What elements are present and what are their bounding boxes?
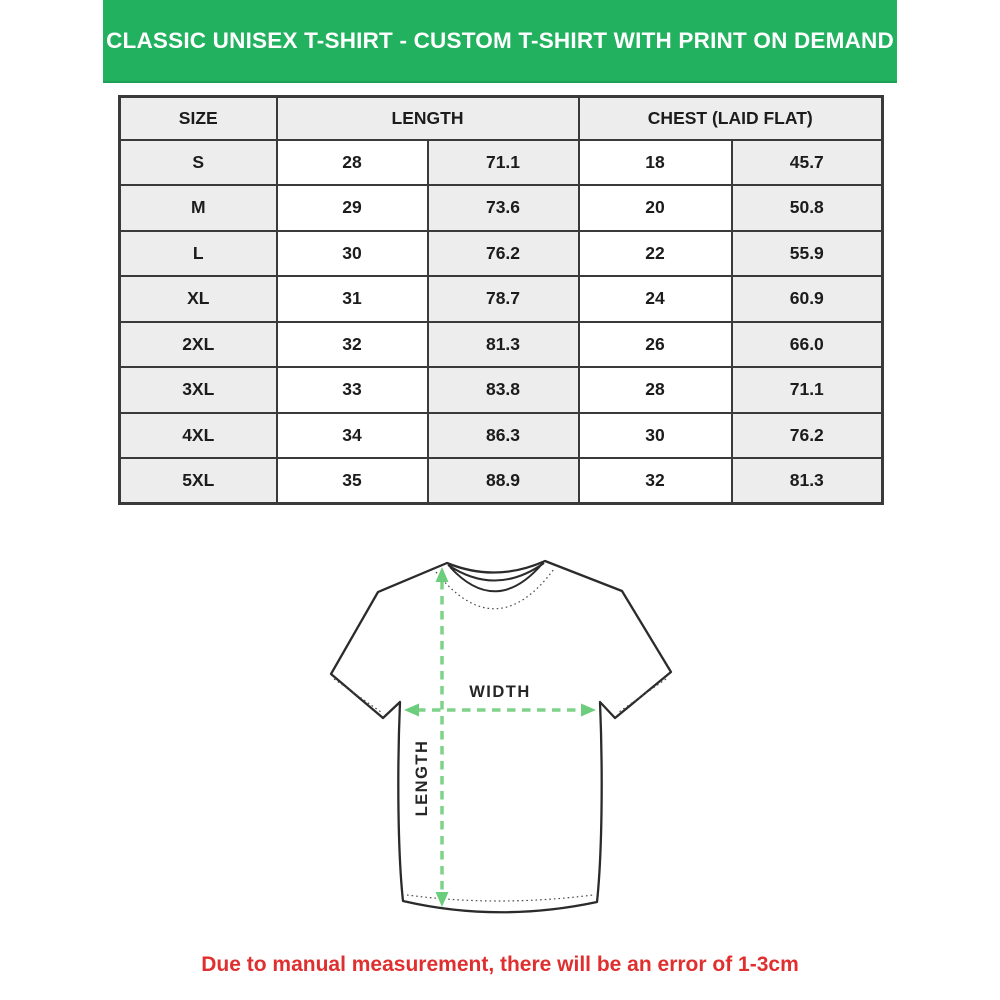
- chest-cm-cell: 66.0: [732, 322, 883, 368]
- page-title: CLASSIC UNISEX T-SHIRT - CUSTOM T-SHIRT WITH PRINT ON DEMAND: [106, 27, 894, 53]
- size-cell: S: [120, 140, 277, 186]
- chest-in-cell: 28: [579, 367, 732, 413]
- chest-cm-cell: 45.7: [732, 140, 883, 186]
- table-row: [120, 322, 883, 368]
- chest-in-cell: 26: [579, 322, 732, 368]
- header-size: SIZE: [120, 97, 277, 140]
- chest-in-cell: 32: [579, 458, 732, 504]
- length-in-cell: 29: [277, 185, 428, 231]
- length-cm-cell: 86.3: [428, 413, 579, 459]
- length-in-cell: 28: [277, 140, 428, 186]
- table-row: [120, 367, 883, 413]
- chest-in-cell: 20: [579, 185, 732, 231]
- length-cm-cell: 78.7: [428, 276, 579, 322]
- header-length: LENGTH: [277, 97, 579, 140]
- chest-in-cell: 22: [579, 231, 732, 277]
- size-cell: XL: [120, 276, 277, 322]
- length-arrow-label: LENGTH: [413, 739, 431, 817]
- chest-in-cell: 18: [579, 140, 732, 186]
- width-arrow-label: WIDTH: [469, 683, 531, 701]
- chest-cm-cell: 50.8: [732, 185, 883, 231]
- header-chest: CHEST (LAID FLAT): [579, 97, 883, 140]
- length-in-cell: 34: [277, 413, 428, 459]
- chest-in-cell: 24: [579, 276, 732, 322]
- tshirt-measurement-diagram: [300, 545, 700, 945]
- chest-cm-cell: 60.9: [732, 276, 883, 322]
- table-row: [120, 140, 883, 186]
- length-in-cell: 31: [277, 276, 428, 322]
- length-cm-cell: 71.1: [428, 140, 579, 186]
- length-cm-cell: 83.8: [428, 367, 579, 413]
- chest-cm-cell: 76.2: [732, 413, 883, 459]
- tshirt-outline-svg: [300, 545, 700, 945]
- length-in-cell: 32: [277, 322, 428, 368]
- size-cell: 3XL: [120, 367, 277, 413]
- tshirt-body-outline: [331, 561, 671, 912]
- measurement-note: Due to manual measurement, there will be an error of 1-3cm: [201, 953, 799, 976]
- table-row: [120, 458, 883, 504]
- chest-in-cell: 30: [579, 413, 732, 459]
- size-table: [118, 95, 884, 505]
- size-cell: 2XL: [120, 322, 277, 368]
- table-row: [120, 231, 883, 277]
- size-cell: 5XL: [120, 458, 277, 504]
- size-cell: M: [120, 185, 277, 231]
- length-cm-cell: 88.9: [428, 458, 579, 504]
- length-cm-cell: 76.2: [428, 231, 579, 277]
- table-header-row: [120, 97, 883, 140]
- title-banner: [103, 0, 897, 83]
- length-cm-cell: 81.3: [428, 322, 579, 368]
- size-cell: L: [120, 231, 277, 277]
- length-in-cell: 33: [277, 367, 428, 413]
- chest-cm-cell: 81.3: [732, 458, 883, 504]
- length-in-cell: 35: [277, 458, 428, 504]
- table-row: [120, 185, 883, 231]
- table-row: [120, 413, 883, 459]
- table-row: [120, 276, 883, 322]
- length-cm-cell: 73.6: [428, 185, 579, 231]
- chest-cm-cell: 55.9: [732, 231, 883, 277]
- length-in-cell: 30: [277, 231, 428, 277]
- size-cell: 4XL: [120, 413, 277, 459]
- chest-cm-cell: 71.1: [732, 367, 883, 413]
